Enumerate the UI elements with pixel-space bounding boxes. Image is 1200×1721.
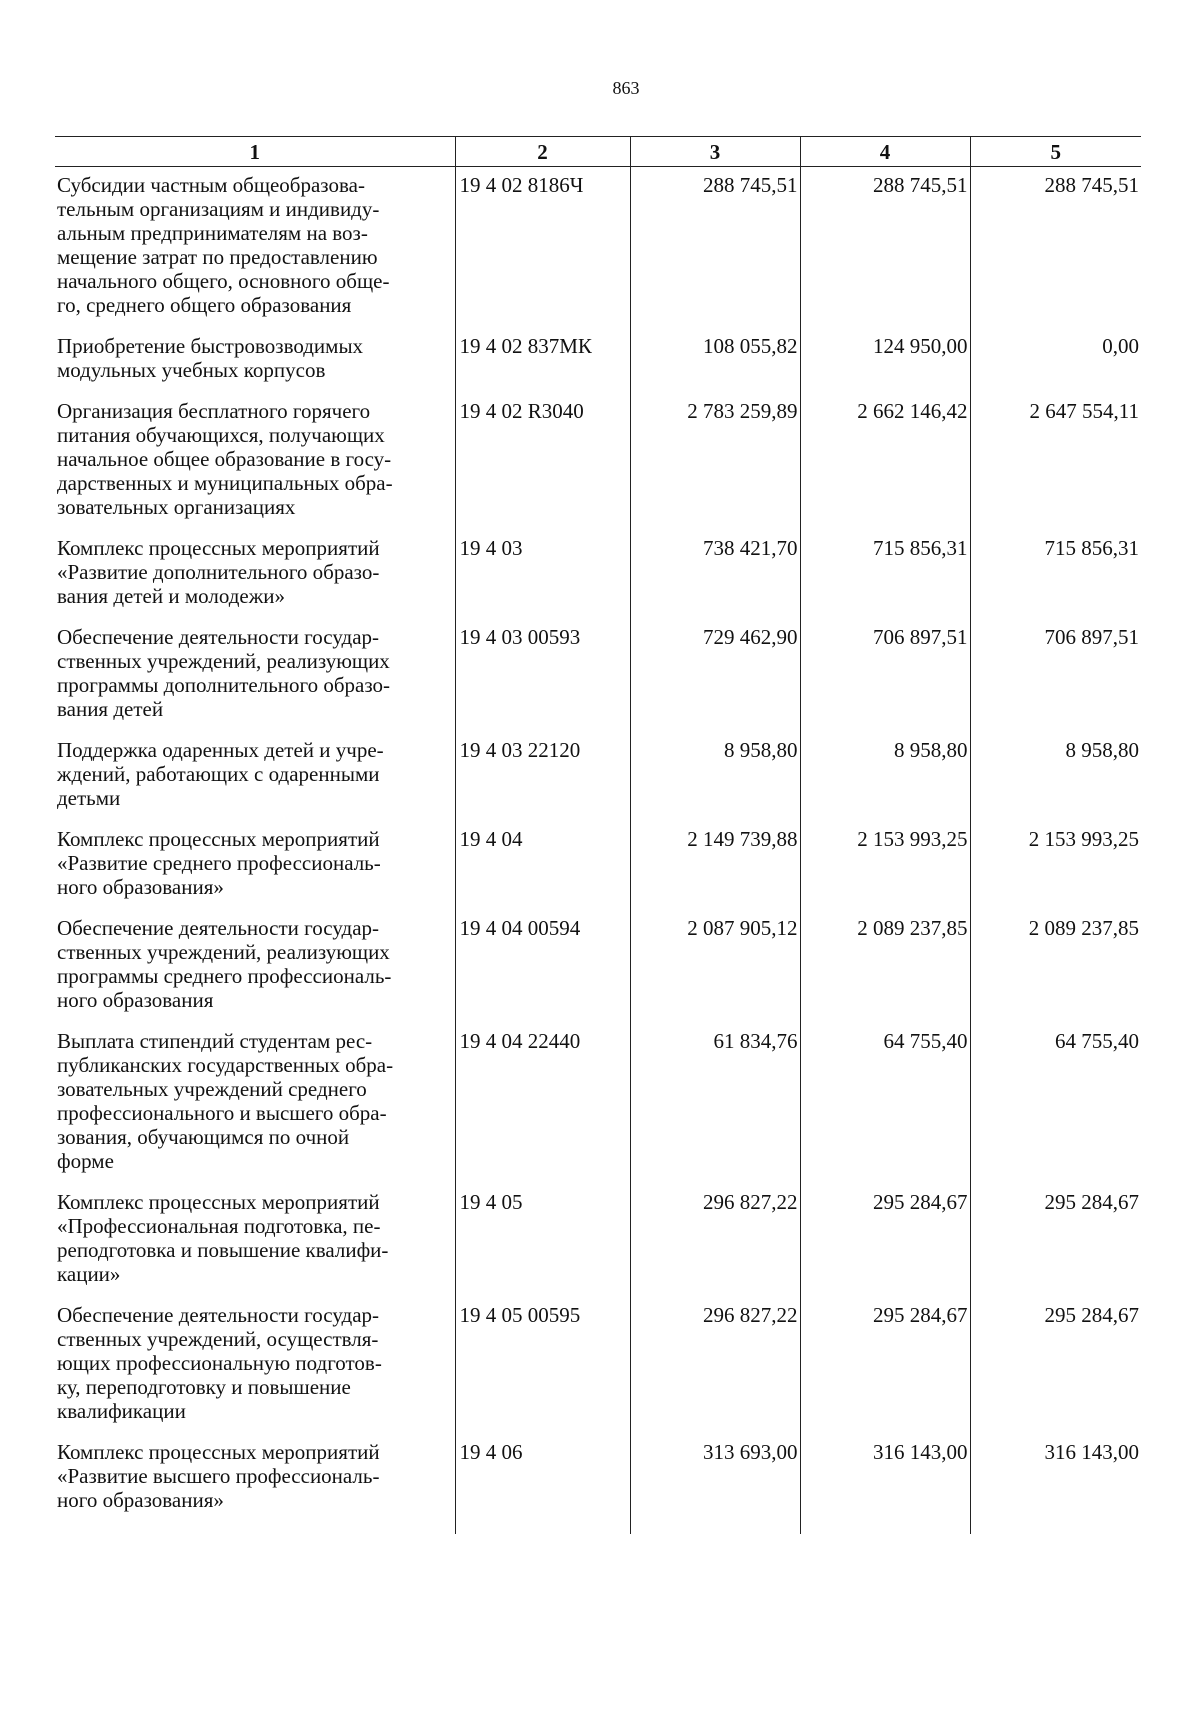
column-header-1: 1 bbox=[55, 137, 455, 167]
row-value-col4: 316 143,00 bbox=[800, 1440, 970, 1534]
row-value-col4: 2 662 146,42 bbox=[800, 399, 970, 536]
row-code: 19 4 06 bbox=[455, 1440, 630, 1534]
row-value-col5: 0,00 bbox=[970, 334, 1141, 399]
row-code: 19 4 05 bbox=[455, 1190, 630, 1303]
row-value-col3: 108 055,82 bbox=[630, 334, 800, 399]
table-body bbox=[55, 167, 1141, 1535]
row-name: Комплекс процессных мероприятий «Развитие среднего профессиональ- ного образования» bbox=[57, 827, 381, 899]
row-name: Поддержка одаренных детей и учре- ждений, работающих с одаренными детьми bbox=[57, 738, 384, 810]
column-header-5: 5 bbox=[970, 137, 1141, 167]
row-value-col5: 2 153 993,25 bbox=[970, 827, 1141, 916]
row-code: 19 4 03 22120 bbox=[455, 738, 630, 827]
table-row bbox=[55, 625, 1141, 738]
row-value-col3: 729 462,90 bbox=[630, 625, 800, 738]
row-value-col5: 8 958,80 bbox=[970, 738, 1141, 827]
table-header bbox=[55, 137, 1141, 167]
row-value-col5: 64 755,40 bbox=[970, 1029, 1141, 1190]
table-row bbox=[55, 536, 1141, 625]
page-number: 863 bbox=[612, 78, 640, 98]
row-value-col4: 2 089 237,85 bbox=[800, 916, 970, 1029]
column-header-2: 2 bbox=[455, 137, 630, 167]
row-value-col3: 61 834,76 bbox=[630, 1029, 800, 1190]
row-value-col4: 124 950,00 bbox=[800, 334, 970, 399]
table-row bbox=[55, 167, 1141, 335]
row-code: 19 4 03 00593 bbox=[455, 625, 630, 738]
row-value-col5: 316 143,00 bbox=[970, 1440, 1141, 1534]
budget-table bbox=[55, 136, 1141, 1534]
row-value-col4: 295 284,67 bbox=[800, 1303, 970, 1440]
row-value-col4: 8 958,80 bbox=[800, 738, 970, 827]
row-name: Организация бесплатного горячего питания обучающихся, получающих начальное общее образование в госу- дарственных и муниципальных обра- зовательных организациях bbox=[57, 399, 393, 519]
row-code: 19 4 04 bbox=[455, 827, 630, 916]
column-header-4: 4 bbox=[800, 137, 970, 167]
row-name: Обеспечение деятельности государ- ственных учреждений, осуществля- ющих профессиональную подготов- ку, переподготовку и повышение квалификации bbox=[57, 1303, 382, 1423]
row-code: 19 4 05 00595 bbox=[455, 1303, 630, 1440]
row-value-col4: 64 755,40 bbox=[800, 1029, 970, 1190]
row-value-col4: 2 153 993,25 bbox=[800, 827, 970, 916]
row-value-col4: 715 856,31 bbox=[800, 536, 970, 625]
row-name: Комплекс процессных мероприятий «Профессиональная подготовка, пе- реподготовка и повышение квалифи- кации» bbox=[57, 1190, 389, 1286]
column-header-3: 3 bbox=[630, 137, 800, 167]
row-value-col4: 288 745,51 bbox=[800, 167, 970, 335]
row-value-col5: 295 284,67 bbox=[970, 1303, 1141, 1440]
row-name: Приобретение быстровозводимых модульных учебных корпусов bbox=[57, 334, 364, 382]
row-value-col3: 8 958,80 bbox=[630, 738, 800, 827]
row-code: 19 4 04 22440 bbox=[455, 1029, 630, 1190]
row-value-col4: 295 284,67 bbox=[800, 1190, 970, 1303]
row-code: 19 4 03 bbox=[455, 536, 630, 625]
table-row bbox=[55, 1303, 1141, 1440]
row-value-col3: 288 745,51 bbox=[630, 167, 800, 335]
row-value-col3: 296 827,22 bbox=[630, 1190, 800, 1303]
table-row bbox=[55, 399, 1141, 536]
budget-table-container bbox=[55, 136, 1141, 1534]
row-name: Выплата стипендий студентам рес- публиканских государственных обра- зовательных учреждений среднего профессионального и высшего обра- зования, обучающимся по очной форме bbox=[57, 1029, 394, 1173]
row-name: Обеспечение деятельности государ- ственных учреждений, реализующих программы среднего профессиональ- ного образования bbox=[57, 916, 392, 1012]
row-value-col3: 296 827,22 bbox=[630, 1303, 800, 1440]
table-row bbox=[55, 1440, 1141, 1534]
row-value-col5: 288 745,51 bbox=[970, 167, 1141, 335]
row-value-col5: 706 897,51 bbox=[970, 625, 1141, 738]
row-value-col4: 706 897,51 bbox=[800, 625, 970, 738]
row-code: 19 4 02 837МК bbox=[455, 334, 630, 399]
row-code: 19 4 02 8186Ч bbox=[455, 167, 630, 335]
table-row bbox=[55, 827, 1141, 916]
table-row bbox=[55, 1029, 1141, 1190]
row-name: Комплекс процессных мероприятий «Развитие дополнительного образо- вания детей и молодежи» bbox=[57, 536, 380, 608]
row-value-col3: 2 149 739,88 bbox=[630, 827, 800, 916]
row-code: 19 4 02 R3040 bbox=[455, 399, 630, 536]
row-name: Обеспечение деятельности государ- ственных учреждений, реализующих программы дополнительного образо- вания детей bbox=[57, 625, 391, 721]
row-value-col5: 295 284,67 bbox=[970, 1190, 1141, 1303]
row-value-col5: 2 089 237,85 bbox=[970, 916, 1141, 1029]
row-value-col3: 2 783 259,89 bbox=[630, 399, 800, 536]
table-row bbox=[55, 916, 1141, 1029]
row-value-col3: 738 421,70 bbox=[630, 536, 800, 625]
row-name: Комплекс процессных мероприятий «Развитие высшего профессиональ- ного образования» bbox=[57, 1440, 380, 1512]
row-value-col3: 313 693,00 bbox=[630, 1440, 800, 1534]
row-value-col5: 2 647 554,11 bbox=[970, 399, 1141, 536]
row-name: Субсидии частным общеобразова- тельным организациям и индивиду- альным предпринимателям на воз- мещение затрат по предоставлению начального общего, основного обще- го, среднего общего образования bbox=[57, 173, 390, 317]
header-row bbox=[55, 137, 1141, 167]
table-row bbox=[55, 1190, 1141, 1303]
table-row bbox=[55, 334, 1141, 399]
row-value-col5: 715 856,31 bbox=[970, 536, 1141, 625]
row-value-col3: 2 087 905,12 bbox=[630, 916, 800, 1029]
row-code: 19 4 04 00594 bbox=[455, 916, 630, 1029]
table-row bbox=[55, 738, 1141, 827]
